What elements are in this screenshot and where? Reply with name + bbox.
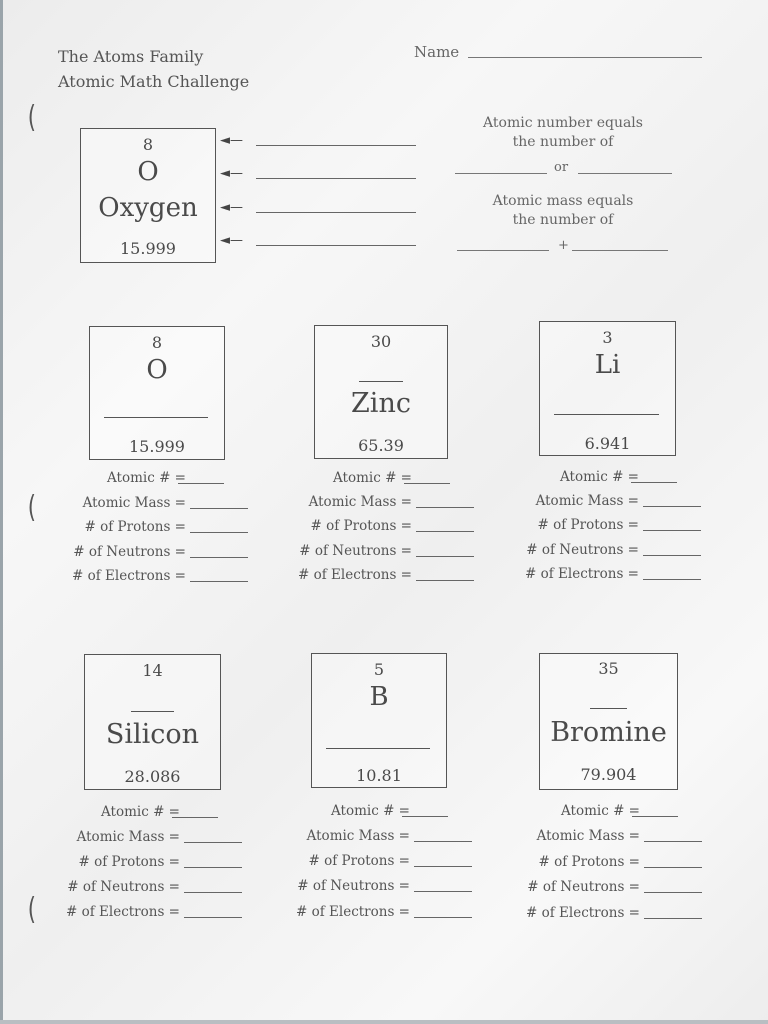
element-name: Silicon xyxy=(105,719,200,750)
atomic-mass-blank-1[interactable] xyxy=(457,250,549,251)
example-symbol: O xyxy=(137,157,159,187)
element-box-5 xyxy=(311,653,447,788)
sheet-bottom-edge xyxy=(0,1020,768,1024)
atomic-number-blank-2[interactable] xyxy=(578,173,672,174)
answer-line-number[interactable] xyxy=(256,145,416,146)
element-name-blank[interactable] xyxy=(326,748,430,749)
answer-line[interactable] xyxy=(414,917,472,918)
answer-line[interactable] xyxy=(184,842,242,843)
example-name: Oxygen xyxy=(98,193,198,223)
answer-line[interactable] xyxy=(184,867,242,868)
element-name-blank[interactable] xyxy=(554,414,659,415)
example-atomic-number: 8 xyxy=(142,135,154,154)
answer-line[interactable] xyxy=(190,532,248,533)
arrow-row-number xyxy=(220,133,416,152)
answer-line[interactable] xyxy=(632,816,678,817)
answer-line[interactable] xyxy=(184,892,242,893)
atomic-number-definition: Atomic number equals the number of xyxy=(483,115,643,150)
atomic-number: 30 xyxy=(370,332,392,351)
name-field[interactable] xyxy=(468,57,702,58)
punch-hole-top: ( xyxy=(27,100,36,135)
answer-line[interactable] xyxy=(414,866,472,867)
answer-line[interactable] xyxy=(172,817,218,818)
answer-line[interactable] xyxy=(190,557,248,558)
or-word: or xyxy=(554,160,569,175)
atomic-mass: 6.941 xyxy=(584,434,631,453)
title-line-1: The Atoms Family xyxy=(58,47,204,66)
answer-line[interactable] xyxy=(643,555,701,556)
element-symbol: Li xyxy=(594,350,621,380)
atomic-number: 14 xyxy=(142,661,163,680)
answer-line[interactable] xyxy=(416,580,474,581)
element-name: Zinc xyxy=(351,388,411,419)
punch-hole-middle: ( xyxy=(27,490,36,525)
atomic-mass-definition: Atomic mass equals the number of xyxy=(492,193,634,228)
answer-line[interactable] xyxy=(414,841,472,842)
answer-line[interactable] xyxy=(644,841,702,842)
answer-line-mass[interactable] xyxy=(256,245,416,246)
element-box-1 xyxy=(89,326,225,460)
element-symbol-blank[interactable] xyxy=(131,711,174,712)
answer-line[interactable] xyxy=(643,530,701,531)
atomic-mass: 10.81 xyxy=(356,766,402,785)
element-box-2 xyxy=(314,325,448,459)
element-name: Bromine xyxy=(550,717,667,748)
element-box-3 xyxy=(539,321,676,456)
left-arrow-icon: ◄— xyxy=(220,133,243,148)
element-name-blank[interactable] xyxy=(104,417,208,418)
answer-line[interactable] xyxy=(416,507,474,508)
answer-line[interactable] xyxy=(190,581,248,582)
atomic-mass-blank-2[interactable] xyxy=(572,250,668,251)
answer-line[interactable] xyxy=(416,556,474,557)
answer-line[interactable] xyxy=(644,867,702,868)
left-arrow-icon: ◄— xyxy=(220,233,243,248)
arrow-row-name xyxy=(220,200,416,219)
element-box-6 xyxy=(539,653,678,790)
answer-line-name[interactable] xyxy=(256,212,416,213)
sheet-left-edge xyxy=(0,0,3,1024)
answer-line[interactable] xyxy=(190,508,248,509)
left-arrow-icon: ◄— xyxy=(220,166,243,181)
atomic-mass: 79.904 xyxy=(580,765,637,784)
atomic-number-blank-1[interactable] xyxy=(455,173,547,174)
atomic-mass: 28.086 xyxy=(124,767,181,786)
answer-line[interactable] xyxy=(404,483,450,484)
title-line-2: Atomic Math Challenge xyxy=(58,72,250,91)
punch-hole-bottom: ( xyxy=(27,892,36,927)
example-atomic-mass: 15.999 xyxy=(120,239,176,258)
answer-line[interactable] xyxy=(414,891,472,892)
atomic-number: 8 xyxy=(151,333,163,352)
answer-line[interactable] xyxy=(184,917,242,918)
element-box-4 xyxy=(84,654,221,790)
arrow-row-mass xyxy=(220,233,416,252)
example-element-box xyxy=(80,128,216,263)
plus-sign: + xyxy=(558,238,569,253)
element-symbol: B xyxy=(369,682,389,712)
answer-line-symbol[interactable] xyxy=(256,178,416,179)
answer-line[interactable] xyxy=(644,892,702,893)
atomic-number: 35 xyxy=(598,659,619,678)
element-symbol-blank[interactable] xyxy=(590,708,627,709)
element-symbol: O xyxy=(146,355,168,385)
answer-line[interactable] xyxy=(643,579,701,580)
atomic-number: 5 xyxy=(373,660,385,679)
answer-line[interactable] xyxy=(644,918,702,919)
worksheet-title xyxy=(58,44,249,94)
answer-line[interactable] xyxy=(402,816,448,817)
left-arrow-icon: ◄— xyxy=(220,200,243,215)
answer-line[interactable] xyxy=(631,482,677,483)
answer-line[interactable] xyxy=(643,506,701,507)
atomic-mass: 65.39 xyxy=(358,436,404,455)
atomic-mass: 15.999 xyxy=(129,437,185,456)
atomic-number: 3 xyxy=(602,328,613,347)
element-symbol-blank[interactable] xyxy=(359,381,403,382)
answer-line[interactable] xyxy=(178,483,224,484)
arrow-row-symbol xyxy=(220,166,416,185)
answer-line[interactable] xyxy=(416,531,474,532)
name-label: Name xyxy=(414,43,460,61)
